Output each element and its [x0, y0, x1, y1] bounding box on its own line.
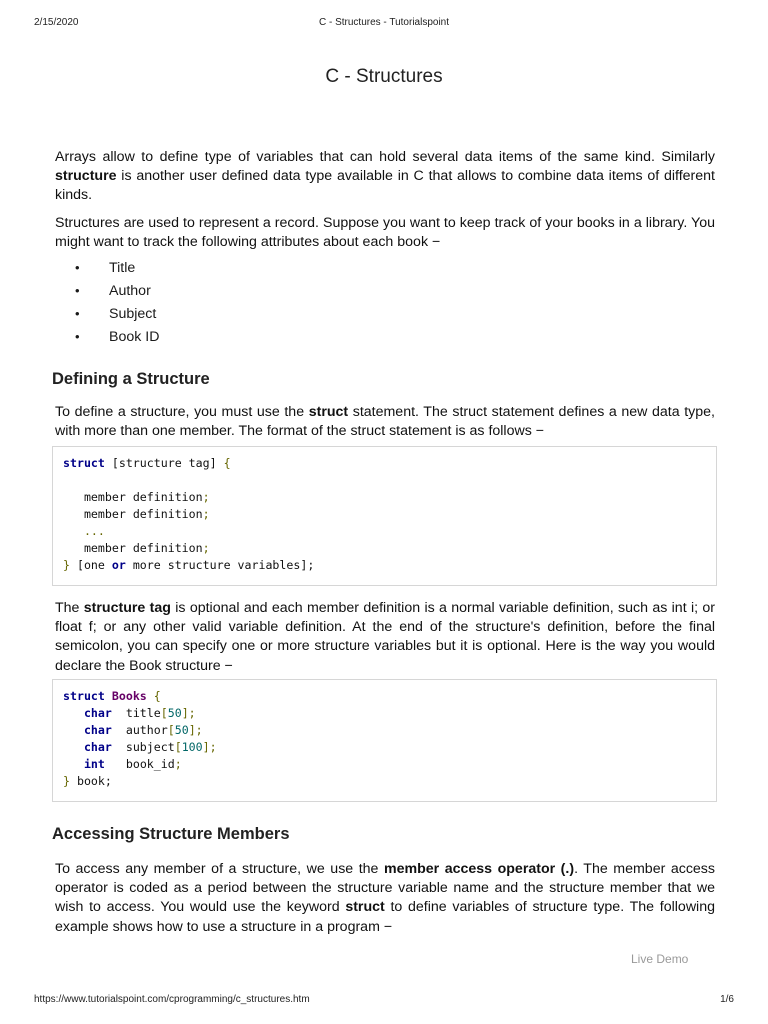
- structure-term: structure: [55, 168, 117, 185]
- accessing-paragraph: To access any member of a structure, we use the member access operator (.). The member access operator is coded as a period between the structure variable name and the structure member that we wish to access. You would use the keyword struct to define variables of structure type. The following example shows how to use a structure in a program −: [55, 861, 715, 935]
- code-block-books-struct[interactable]: struct Books { char title[50]; char author[50]; char subject[100]; int book_id; } book;: [52, 679, 717, 802]
- bullet-icon: •: [75, 329, 80, 344]
- list-item: • Author: [75, 283, 151, 299]
- section-heading-defining: Defining a Structure: [52, 370, 210, 388]
- print-date: 2/15/2020: [34, 17, 79, 28]
- live-demo-link[interactable]: Live Demo: [631, 952, 689, 966]
- print-page-number: 1/6: [720, 994, 734, 1005]
- intro-paragraph-1: Arrays allow to define type of variables that can hold several data items of the same kind. Similarly structure is another user defined data type available in C that allows to combine data items of different kinds.: [55, 149, 715, 204]
- bullet-icon: •: [75, 306, 80, 321]
- section-heading-accessing: Accessing Structure Members: [52, 825, 290, 843]
- attribute-list: [55, 258, 355, 350]
- structure-tag-paragraph: The structure tag is optional and each member definition is a normal variable definition, such as int i; or float f; or any other valid variable definition. At the end of the structure's definition, before the final semicolon, you can specify one or more structure variables but it is optional. Here is the way you would declare the Book structure −: [55, 600, 716, 674]
- intro-paragraph-2: Structures are used to represent a record. Suppose you want to keep track of your books in a library. You might want to track the following attributes about each book −: [55, 215, 715, 251]
- print-url: https://www.tutorialspoint.com/cprogramming/c_structures.htm: [34, 994, 310, 1005]
- defining-paragraph: To define a structure, you must use the struct statement. The struct statement defines a new data type, with more than one member. The format of the struct statement is as follows −: [55, 404, 715, 440]
- code-block-struct-format[interactable]: struct [structure tag] { member definition; member definition; ... member definition; } [one or more structure variables];: [52, 446, 717, 586]
- list-item: • Book ID: [75, 329, 160, 345]
- bullet-icon: •: [75, 283, 80, 298]
- bullet-icon: •: [75, 260, 80, 275]
- page-title: C - Structures: [325, 66, 443, 87]
- print-page-title: C - Structures - Tutorialspoint: [318, 17, 450, 28]
- list-item: • Subject: [75, 306, 157, 322]
- list-item: • Title: [75, 260, 136, 276]
